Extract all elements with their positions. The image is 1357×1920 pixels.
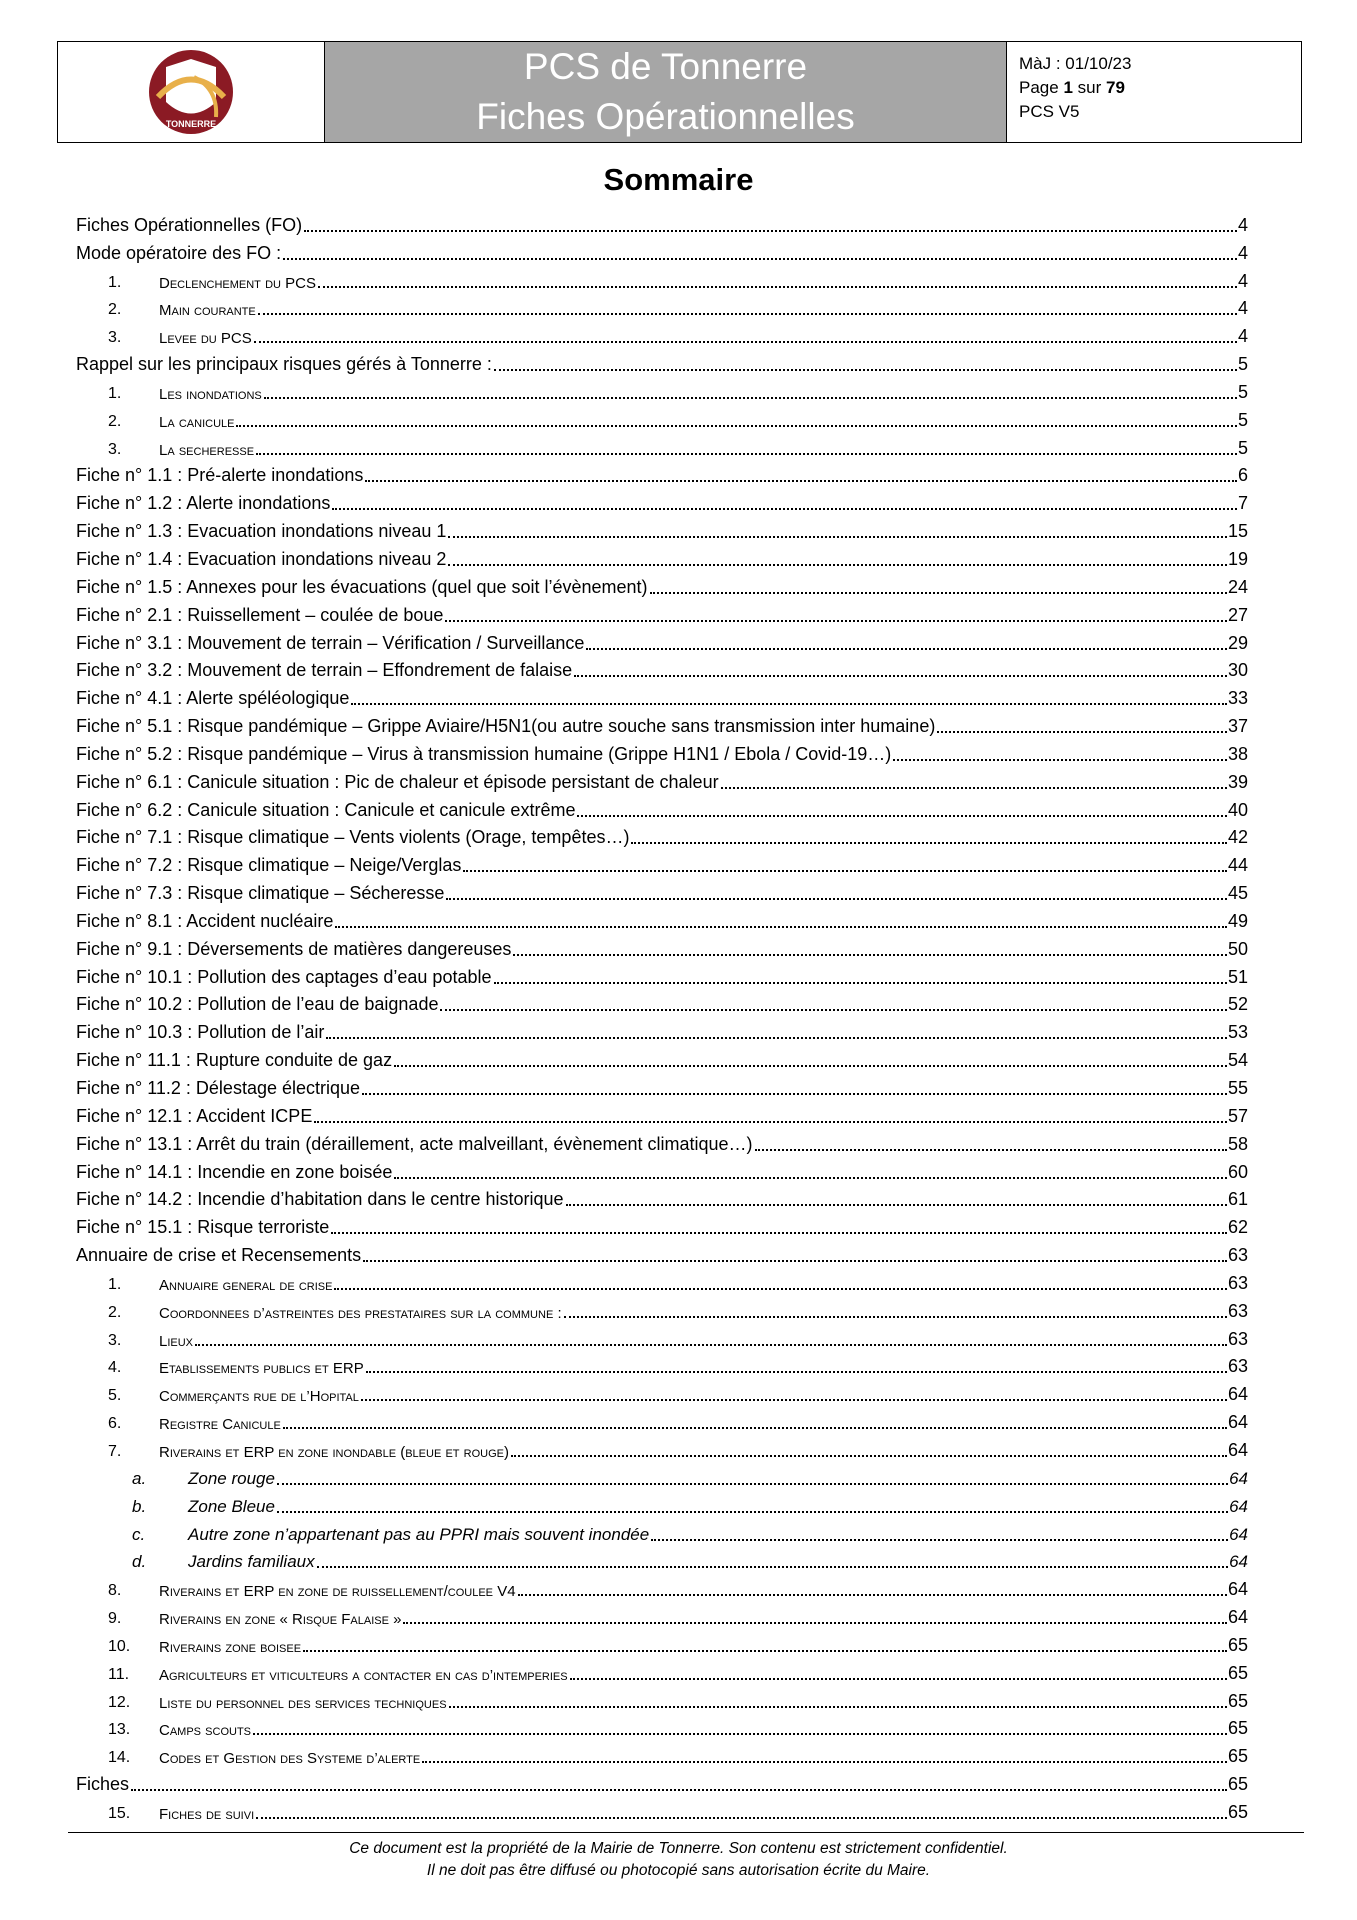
toc-entry-title: Fiche n° 5.1 : Risque pandémique – Grippe Aviaire/H5N1(ou autre souche sans transmission inter humaine) — [76, 716, 936, 737]
toc-dot-leader — [264, 397, 1237, 399]
toc-dot-leader — [283, 258, 1237, 260]
toc-entry-title: Fiche n° 9.1 : Déversements de matières dangereuses — [76, 938, 512, 959]
toc-dot-leader — [394, 1177, 1227, 1179]
toc-entry-page: 52 — [1227, 994, 1248, 1015]
toc-entry-number: 6. — [108, 1415, 122, 1433]
toc-dot-leader — [494, 369, 1237, 371]
toc-entry-title: Rappel sur les principaux risques gérés à Tonnerre : — [76, 354, 492, 375]
toc-entry-title: Mode opératoire des FO : — [76, 242, 282, 263]
toc-entry[interactable] — [76, 1684, 1248, 1712]
toc-dot-leader — [361, 1399, 1227, 1401]
toc-dot-leader — [651, 1539, 1228, 1541]
toc-dot-leader — [755, 1149, 1227, 1151]
toc-dot-leader — [314, 1121, 1227, 1123]
version: PCS V5 — [1019, 102, 1080, 121]
toc-entry-number: 13. — [108, 1721, 131, 1739]
toc-entry-number: 1. — [108, 273, 122, 291]
toc-dot-leader — [351, 703, 1227, 705]
header-title-line1: PCS de Tonnerre — [523, 46, 808, 87]
toc-entry-title: Autre zone n’appartenant pas au PPRI mais souvent inondée — [188, 1524, 650, 1544]
toc-entry-title: Fiche n° 1.3 : Evacuation inondations niveau 1 — [76, 521, 447, 542]
toc-entry[interactable] — [76, 737, 1248, 765]
toc-dot-leader — [277, 1483, 1228, 1485]
toc-entry-title: Fiche n° 4.1 : Alerte spéléologique — [76, 688, 350, 709]
toc-entry-title: Fiche n° 6.1 : Canicule situation : Pic de chaleur et épisode persistant de chaleur — [76, 771, 719, 792]
toc-entry-number: 2. — [108, 412, 122, 430]
toc-entry[interactable] — [76, 1433, 1248, 1461]
toc-dot-leader — [566, 1204, 1227, 1206]
toc-dot-leader — [463, 870, 1227, 872]
toc-entry[interactable] — [76, 1127, 1248, 1155]
footer — [0, 1838, 1357, 1882]
toc-entry[interactable] — [76, 459, 1248, 487]
toc-entry-page: 55 — [1227, 1078, 1248, 1098]
toc-entry-title: Fiche n° 13.1 : Arrêt du train (déraillement, acte malveillant, évènement climatique…) — [76, 1133, 753, 1154]
toc-dot-leader — [283, 1427, 1227, 1429]
toc-entry-page: 19 — [1227, 548, 1248, 569]
toc-entry-title: Annuaire general de crise — [159, 1276, 333, 1294]
toc-dot-leader — [631, 842, 1227, 844]
toc-entry-number: a. — [132, 1468, 147, 1488]
table-of-contents — [76, 208, 1248, 1823]
toc-entry[interactable] — [76, 876, 1248, 904]
toc-entry[interactable] — [76, 1712, 1248, 1740]
toc-entry[interactable] — [76, 431, 1248, 459]
toc-dot-leader — [394, 1065, 1227, 1067]
toc-entry-page: 62 — [1227, 1217, 1248, 1238]
footer-line1: Ce document est la propriété de la Mairie de Tonnerre. Son contenu est strictement confidentiel. — [349, 1840, 1008, 1857]
toc-entry[interactable] — [76, 1015, 1248, 1043]
toc-dot-leader — [303, 1650, 1227, 1652]
toc-entry-page: 64 — [1229, 1552, 1248, 1572]
toc-entry-title: Fiche n° 7.3 : Risque climatique – Sécheresse — [76, 883, 445, 904]
toc-entry[interactable] — [76, 1517, 1248, 1545]
toc-entry-page: 24 — [1227, 576, 1248, 597]
toc-dot-leader — [422, 1761, 1227, 1763]
toc-entry-title: Fiche n° 12.1 : Accident ICPE — [76, 1105, 313, 1126]
toc-entry-page: 65 — [1227, 1718, 1248, 1739]
toc-entry-title: Fiche n° 8.1 : Accident nucléaire — [76, 910, 334, 931]
toc-entry-title: Fiche n° 6.2 : Canicule situation : Canicule et canicule extrême — [76, 799, 576, 820]
toc-entry-page: 5 — [1237, 409, 1248, 430]
toc-entry-number: 3. — [108, 440, 122, 458]
toc-entry-number: 3. — [108, 1331, 122, 1349]
toc-entry-page: 63 — [1227, 1328, 1248, 1349]
toc-entry[interactable] — [76, 681, 1248, 709]
toc-entry[interactable] — [76, 1294, 1248, 1322]
toc-entry[interactable] — [76, 542, 1248, 570]
toc-entry-page: 50 — [1227, 938, 1248, 959]
header-title — [325, 42, 1007, 142]
toc-entry-number: 12. — [108, 1693, 131, 1711]
toc-entry-page: 65 — [1227, 1801, 1248, 1822]
toc-entry[interactable] — [76, 1155, 1248, 1183]
toc-entry[interactable] — [76, 1461, 1248, 1489]
header-meta — [1007, 42, 1301, 142]
toc-entry[interactable] — [76, 1238, 1248, 1266]
header-title-line2: Fiches Opérationnelles — [476, 96, 855, 137]
toc-dot-leader — [445, 620, 1227, 622]
toc-entry-title: Fiche n° 11.1 : Rupture conduite de gaz — [76, 1050, 393, 1071]
toc-entry-title: Fiche n° 5.2 : Risque pandémique – Virus à transmission humaine (Grippe H1N1 / Ebola / Covid-19…) — [76, 743, 892, 764]
page-total: 79 — [1106, 78, 1125, 97]
toc-dot-leader — [332, 508, 1237, 510]
toc-entry-page: 4 — [1237, 326, 1248, 347]
toc-entry-title: Annuaire de crise et Recensements — [76, 1245, 362, 1266]
toc-entry-title: Fiche n° 10.3 : Pollution de l’air — [76, 1022, 325, 1043]
toc-entry-title: Liste du personnel des services techniques — [159, 1694, 447, 1712]
toc-entry-title: Levee du PCS — [159, 330, 252, 348]
toc-entry-page: 33 — [1227, 688, 1248, 709]
tonnerre-logo — [136, 47, 246, 137]
page-mid: sur — [1077, 78, 1102, 97]
toc-entry[interactable] — [76, 347, 1248, 375]
toc-dot-leader — [334, 1288, 1226, 1290]
toc-dot-leader — [362, 1093, 1227, 1095]
toc-entry-page: 64 — [1227, 1439, 1248, 1460]
toc-entry-page: 64 — [1227, 1607, 1248, 1628]
toc-dot-leader — [317, 1566, 1228, 1568]
toc-entry-page: 63 — [1227, 1356, 1248, 1377]
toc-entry-page: 4 — [1237, 214, 1248, 235]
toc-dot-leader — [650, 592, 1227, 594]
toc-entry-page: 57 — [1227, 1105, 1248, 1126]
toc-entry-title: Fiche n° 7.1 : Risque climatique – Vents violents (Orage, tempêtes…) — [76, 827, 630, 848]
toc-entry[interactable] — [76, 1210, 1248, 1238]
toc-entry[interactable] — [76, 932, 1248, 960]
toc-entry-title: Fiche n° 2.1 : Ruissellement – coulée de boue — [76, 604, 444, 625]
toc-entry-page: 30 — [1227, 660, 1248, 681]
toc-entry-page: 58 — [1227, 1133, 1248, 1154]
toc-entry-page: 49 — [1227, 910, 1248, 931]
toc-entry-page: 42 — [1227, 827, 1248, 848]
toc-dot-leader — [254, 341, 1237, 343]
toc-dot-leader — [721, 787, 1227, 789]
toc-entry-title: Fiche n° 7.2 : Risque climatique – Neige/Verglas — [76, 855, 462, 876]
toc-entry-title: Fiche n° 15.1 : Risque terroriste — [76, 1217, 330, 1238]
toc-dot-leader — [586, 648, 1227, 650]
toc-entry[interactable] — [76, 1377, 1248, 1405]
page-prefix: Page — [1019, 78, 1059, 97]
toc-entry[interactable] — [76, 1628, 1248, 1656]
toc-entry-page: 64 — [1229, 1524, 1248, 1544]
toc-dot-leader — [513, 954, 1227, 956]
toc-entry-page: 27 — [1227, 604, 1248, 625]
toc-dot-leader — [448, 536, 1227, 538]
toc-dot-leader — [564, 1316, 1227, 1318]
toc-entry-number: 11. — [108, 1665, 130, 1683]
toc-dot-leader — [449, 1706, 1227, 1708]
toc-entry-title: Fiche n° 1.5 : Annexes pour les évacuations (quel que soit l’évènement) — [76, 576, 648, 597]
page-current: 1 — [1063, 78, 1073, 97]
toc-entry-page: 45 — [1227, 883, 1248, 904]
toc-entry-title: Fiches Opérationnelles (FO) — [76, 214, 303, 235]
toc-dot-leader — [326, 1037, 1227, 1039]
logo-cell — [58, 42, 325, 142]
toc-entry-page: 40 — [1227, 799, 1248, 820]
toc-entry[interactable] — [76, 292, 1248, 320]
toc-entry[interactable] — [76, 1099, 1248, 1127]
toc-entry-title: La canicule — [159, 413, 235, 431]
toc-dot-leader — [440, 1009, 1227, 1011]
toc-entry-page: 60 — [1227, 1161, 1248, 1182]
toc-entry-title: Lieux — [159, 1332, 194, 1350]
toc-dot-leader — [318, 286, 1237, 288]
footer-line2: Il ne doit pas être diffusé ou photocopié sans autorisation écrite du Maire. — [426, 1862, 931, 1879]
toc-entry-number: 3. — [108, 329, 122, 347]
toc-entry[interactable] — [76, 1405, 1248, 1433]
toc-entry-title: Zone rouge — [188, 1468, 275, 1488]
toc-entry-page: 4 — [1237, 242, 1248, 263]
toc-entry-title: Main courante — [159, 302, 256, 320]
toc-entry-number: c. — [132, 1524, 146, 1544]
toc-entry[interactable] — [76, 1600, 1248, 1628]
toc-dot-leader — [277, 1511, 1228, 1513]
toc-entry-page: 4 — [1237, 270, 1248, 291]
toc-entry[interactable] — [76, 1043, 1248, 1071]
toc-entry-title: Fiche n° 3.1 : Mouvement de terrain – Vérification / Surveillance — [76, 632, 585, 653]
toc-dot-leader — [893, 759, 1227, 761]
page-title: Sommaire — [603, 162, 754, 197]
toc-dot-leader — [574, 675, 1227, 677]
toc-entry-page: 65 — [1227, 1746, 1248, 1767]
toc-entry-title: La secheresse — [159, 441, 255, 459]
toc-entry[interactable] — [76, 1767, 1248, 1795]
toc-dot-leader — [365, 480, 1237, 482]
toc-entry-number: 7. — [108, 1442, 122, 1460]
toc-entry-number: 5. — [108, 1387, 122, 1405]
toc-dot-leader — [304, 230, 1237, 232]
toc-entry[interactable] — [76, 1071, 1248, 1099]
toc-entry[interactable] — [76, 793, 1248, 821]
toc-entry[interactable] — [76, 1350, 1248, 1378]
toc-entry-title: Commerçants rue de l’Hopital — [159, 1388, 359, 1406]
toc-entry-page: 44 — [1227, 855, 1248, 876]
toc-entry-title: Fiche n° 1.1 : Pré-alerte inondations — [76, 465, 364, 486]
toc-entry-title: Coordonnees d’astreintes des prestataires sur la commune : — [159, 1304, 562, 1322]
toc-dot-leader — [937, 731, 1227, 733]
toc-entry-number: 10. — [108, 1637, 131, 1655]
toc-dot-leader — [331, 1232, 1227, 1234]
toc-entry-page: 65 — [1227, 1634, 1248, 1655]
toc-entry-title: Les inondations — [159, 385, 262, 403]
toc-entry-page: 64 — [1227, 1384, 1248, 1405]
toc-entry-title: Fiche n° 3.2 : Mouvement de terrain – Effondrement de falaise — [76, 660, 573, 681]
toc-entry-page: 63 — [1227, 1245, 1248, 1266]
toc-dot-leader — [448, 564, 1227, 566]
toc-entry[interactable] — [76, 1739, 1248, 1767]
toc-entry[interactable] — [76, 1183, 1248, 1211]
toc-entry[interactable] — [76, 1322, 1248, 1350]
toc-entry-title: Zone Bleue — [188, 1496, 275, 1516]
toc-dot-leader — [570, 1678, 1227, 1680]
toc-entry-number: 2. — [108, 1303, 122, 1321]
toc-entry-title: Riverains et ERP en zone de ruissellement/coulee V4 — [159, 1583, 516, 1601]
toc-entry-title: Fiche n° 14.1 : Incendie en zone boisée — [76, 1161, 393, 1182]
toc-entry[interactable] — [76, 1545, 1248, 1573]
toc-entry[interactable] — [76, 264, 1248, 292]
toc-entry-page: 5 — [1237, 381, 1248, 402]
toc-dot-leader — [366, 1371, 1227, 1373]
toc-entry[interactable] — [76, 765, 1248, 793]
toc-dot-leader — [256, 453, 1237, 455]
toc-entry-number: b. — [132, 1496, 147, 1516]
toc-entry-title: Declenchement du PCS — [159, 274, 316, 292]
toc-entry-page: 7 — [1237, 493, 1248, 514]
toc-entry[interactable] — [76, 904, 1248, 932]
toc-dot-leader — [403, 1622, 1227, 1624]
toc-entry[interactable] — [76, 821, 1248, 849]
toc-entry-page: 64 — [1229, 1468, 1248, 1488]
toc-dot-leader — [335, 926, 1227, 928]
toc-entry-number: 2. — [108, 301, 122, 319]
toc-entry-title: Riverains en zone « Risque Falaise » — [159, 1611, 402, 1629]
toc-entry[interactable] — [76, 626, 1248, 654]
toc-entry[interactable] — [76, 988, 1248, 1016]
toc-entry-number: 1. — [108, 384, 122, 402]
toc-entry-title: Jardins familiaux — [188, 1552, 315, 1572]
toc-entry-title: Fiche n° 10.2 : Pollution de l’eau de baignade — [76, 994, 439, 1015]
toc-entry-title: Camps scouts — [159, 1722, 252, 1740]
toc-entry-page: 4 — [1237, 298, 1248, 319]
page-indicator — [1019, 76, 1289, 100]
toc-entry[interactable] — [76, 403, 1248, 431]
toc-entry[interactable] — [76, 848, 1248, 876]
toc-entry-title: Agriculteurs et viticulteurs a contacter en cas d’intemperies — [159, 1666, 568, 1684]
toc-entry-page: 37 — [1227, 716, 1248, 737]
toc-entry[interactable] — [76, 709, 1248, 737]
toc-entry-title: Fiches de suivi — [159, 1805, 255, 1823]
toc-entry[interactable] — [76, 208, 1248, 236]
toc-entry-title: Fiche n° 11.2 : Délestage électrique — [76, 1078, 361, 1098]
toc-entry-page: 65 — [1227, 1774, 1248, 1795]
toc-entry-number: 1. — [108, 1275, 122, 1293]
logo-text: TONNERRE — [165, 119, 217, 129]
toc-dot-leader — [518, 1594, 1227, 1596]
toc-entry-page: 5 — [1237, 437, 1248, 458]
toc-entry-page: 63 — [1227, 1272, 1248, 1293]
toc-dot-leader — [577, 815, 1227, 817]
toc-dot-leader — [256, 1817, 1227, 1819]
toc-entry-number: 15. — [108, 1804, 131, 1822]
toc-entry[interactable] — [76, 486, 1248, 514]
footer-divider — [68, 1832, 1304, 1833]
toc-dot-leader — [131, 1789, 1227, 1791]
toc-entry[interactable] — [76, 1489, 1248, 1517]
toc-entry-page: 6 — [1237, 465, 1248, 486]
toc-entry[interactable] — [76, 1266, 1248, 1294]
toc-entry-page: 53 — [1227, 1022, 1248, 1043]
toc-entry[interactable] — [76, 654, 1248, 682]
toc-entry-title: Fiches — [76, 1774, 130, 1795]
toc-dot-leader — [446, 898, 1227, 900]
toc-entry-title: Codes et Gestion des Systeme d’alerte — [159, 1750, 421, 1768]
toc-entry-title: Etablissements publics et ERP — [159, 1360, 364, 1378]
toc-dot-leader — [195, 1344, 1227, 1346]
toc-entry-number: 9. — [108, 1610, 122, 1628]
toc-entry-page: 38 — [1227, 743, 1248, 764]
toc-entry-title: Registre Canicule — [159, 1416, 281, 1434]
toc-entry[interactable] — [76, 1795, 1248, 1823]
toc-dot-leader — [511, 1455, 1227, 1457]
toc-entry-page: 51 — [1227, 966, 1248, 987]
toc-entry-title: Fiche n° 1.4 : Evacuation inondations niveau 2 — [76, 548, 447, 569]
toc-entry[interactable] — [76, 1656, 1248, 1684]
toc-entry-page: 64 — [1229, 1496, 1248, 1516]
toc-entry-page: 29 — [1227, 632, 1248, 653]
toc-dot-leader — [494, 982, 1227, 984]
toc-dot-leader — [363, 1260, 1227, 1262]
toc-entry-page: 64 — [1227, 1579, 1248, 1600]
toc-entry[interactable] — [76, 570, 1248, 598]
toc-entry[interactable] — [76, 375, 1248, 403]
toc-entry[interactable] — [76, 598, 1248, 626]
toc-entry-page: 61 — [1227, 1189, 1248, 1210]
toc-entry-number: 14. — [108, 1749, 131, 1767]
toc-entry-title: Riverains zone boisee — [159, 1638, 302, 1656]
toc-entry-page: 39 — [1227, 771, 1248, 792]
toc-entry-number: 4. — [108, 1359, 122, 1377]
toc-entry-title: Fiche n° 10.1 : Pollution des captages d’eau potable — [76, 966, 492, 987]
toc-entry-page: 65 — [1227, 1690, 1248, 1711]
toc-dot-leader — [258, 313, 1237, 315]
toc-entry-title: Riverains et ERP en zone inondable (bleue et rouge) — [159, 1443, 510, 1461]
toc-dot-leader — [236, 425, 1237, 427]
toc-entry-page: 63 — [1227, 1300, 1248, 1321]
toc-entry[interactable] — [76, 236, 1248, 264]
toc-entry-page: 64 — [1227, 1412, 1248, 1433]
toc-entry-title: Fiche n° 1.2 : Alerte inondations — [76, 493, 331, 514]
toc-entry[interactable] — [76, 319, 1248, 347]
toc-entry[interactable] — [76, 960, 1248, 988]
update-date: MàJ : 01/10/23 — [1019, 54, 1132, 73]
toc-entry-page: 15 — [1227, 521, 1248, 542]
toc-entry-number: 8. — [108, 1582, 122, 1600]
toc-entry[interactable] — [76, 1572, 1248, 1600]
toc-entry-page: 65 — [1227, 1662, 1248, 1683]
toc-dot-leader — [253, 1733, 1227, 1735]
toc-entry-number: d. — [132, 1552, 147, 1572]
document-header — [57, 41, 1302, 143]
toc-entry[interactable] — [76, 514, 1248, 542]
toc-entry-page: 54 — [1227, 1050, 1248, 1071]
toc-entry-title: Fiche n° 14.2 : Incendie d’habitation dans le centre historique — [76, 1189, 564, 1210]
toc-entry-page: 5 — [1237, 354, 1248, 375]
